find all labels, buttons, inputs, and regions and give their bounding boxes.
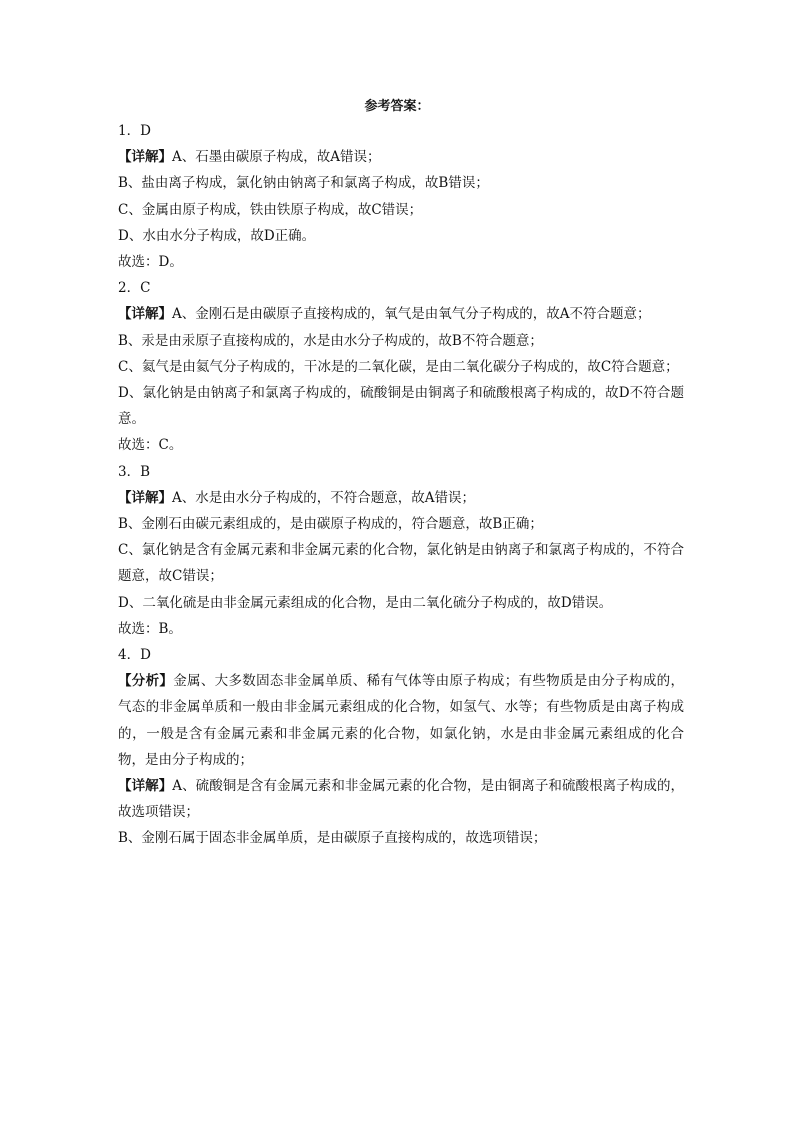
q2-answer: 故选：C。: [118, 437, 183, 454]
q4-detail-line-2: B、金刚石属于固态非金属单质，是由碳原子直接构成的，故选项错误；: [118, 830, 547, 847]
q2-detail-tag: 【详解】: [118, 306, 172, 323]
q1-detail-line-3: C、金属由原子构成，铁由铁原子构成，故C错误；: [118, 201, 423, 218]
q1-detail-line-2: B、盐由离子构成，氯化钠由钠离子和氯离子构成，故B错误；: [118, 175, 489, 192]
q3-number: 3．B: [118, 463, 151, 480]
q3-detail-tag: 【详解】: [118, 489, 172, 506]
q4-analysis-text: 金属、大多数固态非金属单质、稀有气体等由原子构成；有些物质是由分子构成的，气态的非金属单质和一般由非金属元素组成的化合物，如氢气、水等；有些物质是由离子构成的，一般是含有金属元素和非金属元素的化合物，如氯化钠，水是由非金属元素组成的化合物，是由分子构成的；: [118, 673, 684, 768]
q1-number: 1．D: [118, 123, 151, 139]
q1-detail-line-4: D、水由水分子构成，故D正确。: [118, 227, 316, 244]
q3-detail-line-3: C、氯化钠是含有金属元素和非金属元素的化合物，氯化钠是由钠离子和氯离子构成的，不符合题意，故C错误；: [118, 542, 684, 585]
q3-detail-text-1: A、水是由水分子构成的，不符合题意，故A错误；: [172, 489, 475, 506]
q4-analysis-tag: 【分析】: [118, 673, 174, 690]
q1-answer: 故选：D。: [118, 254, 183, 271]
q3-detail-line-4: D、二氧化硫是由非金属元素组成的化合物，是由二氧化硫分子构成的，故D错误。: [118, 594, 613, 611]
q2-detail-text-1: A、金刚石是由碳原子直接构成的，氧气是由氧气分子构成的，故A不符合题意；: [172, 306, 651, 323]
q2-detail-line-4: D、氯化钠是由钠离子和氯离子构成的，硫酸铜是由铜离子和硫酸根离子构成的，故D不符合题意。: [118, 385, 684, 428]
q3-detail-line-1: [118, 485, 684, 511]
q4-detail-text-1: A、硫酸铜是含有金属元素和非金属元素的化合物，是由铜离子和硫酸根离子构成的，故选项错误；: [118, 778, 685, 821]
page-title: 参考答案：: [364, 99, 430, 114]
answer-content: [118, 118, 684, 852]
q2-detail-line-2: B、汞是由汞原子直接构成的，水是由水分子构成的，故B不符合题意；: [118, 332, 543, 349]
q4-number: 4．D: [118, 647, 151, 664]
q3-answer: 故选：B。: [118, 620, 182, 637]
q3-detail-line-2: B、金刚石由碳元素组成的，是由碳原子构成的，符合题意，故B正确；: [118, 516, 543, 533]
q4-detail-tag: 【详解】: [118, 778, 173, 795]
q2-detail-line-3: C、氦气是由氦气分子构成的，干冰是的二氧化碳，是由二氧化碳分子构成的，故C符合题意；: [118, 358, 679, 375]
q2-detail-line-1: [118, 301, 684, 327]
q1-detail-text-1: A、石墨由碳原子构成，故A错误；: [172, 149, 381, 166]
q1-detail-line-1: [118, 144, 684, 170]
q4-detail-line-1: [118, 773, 684, 825]
q1-detail-tag: 【详解】: [118, 149, 172, 166]
q2-number: 2．C: [118, 280, 151, 297]
q4-analysis: [118, 668, 684, 773]
